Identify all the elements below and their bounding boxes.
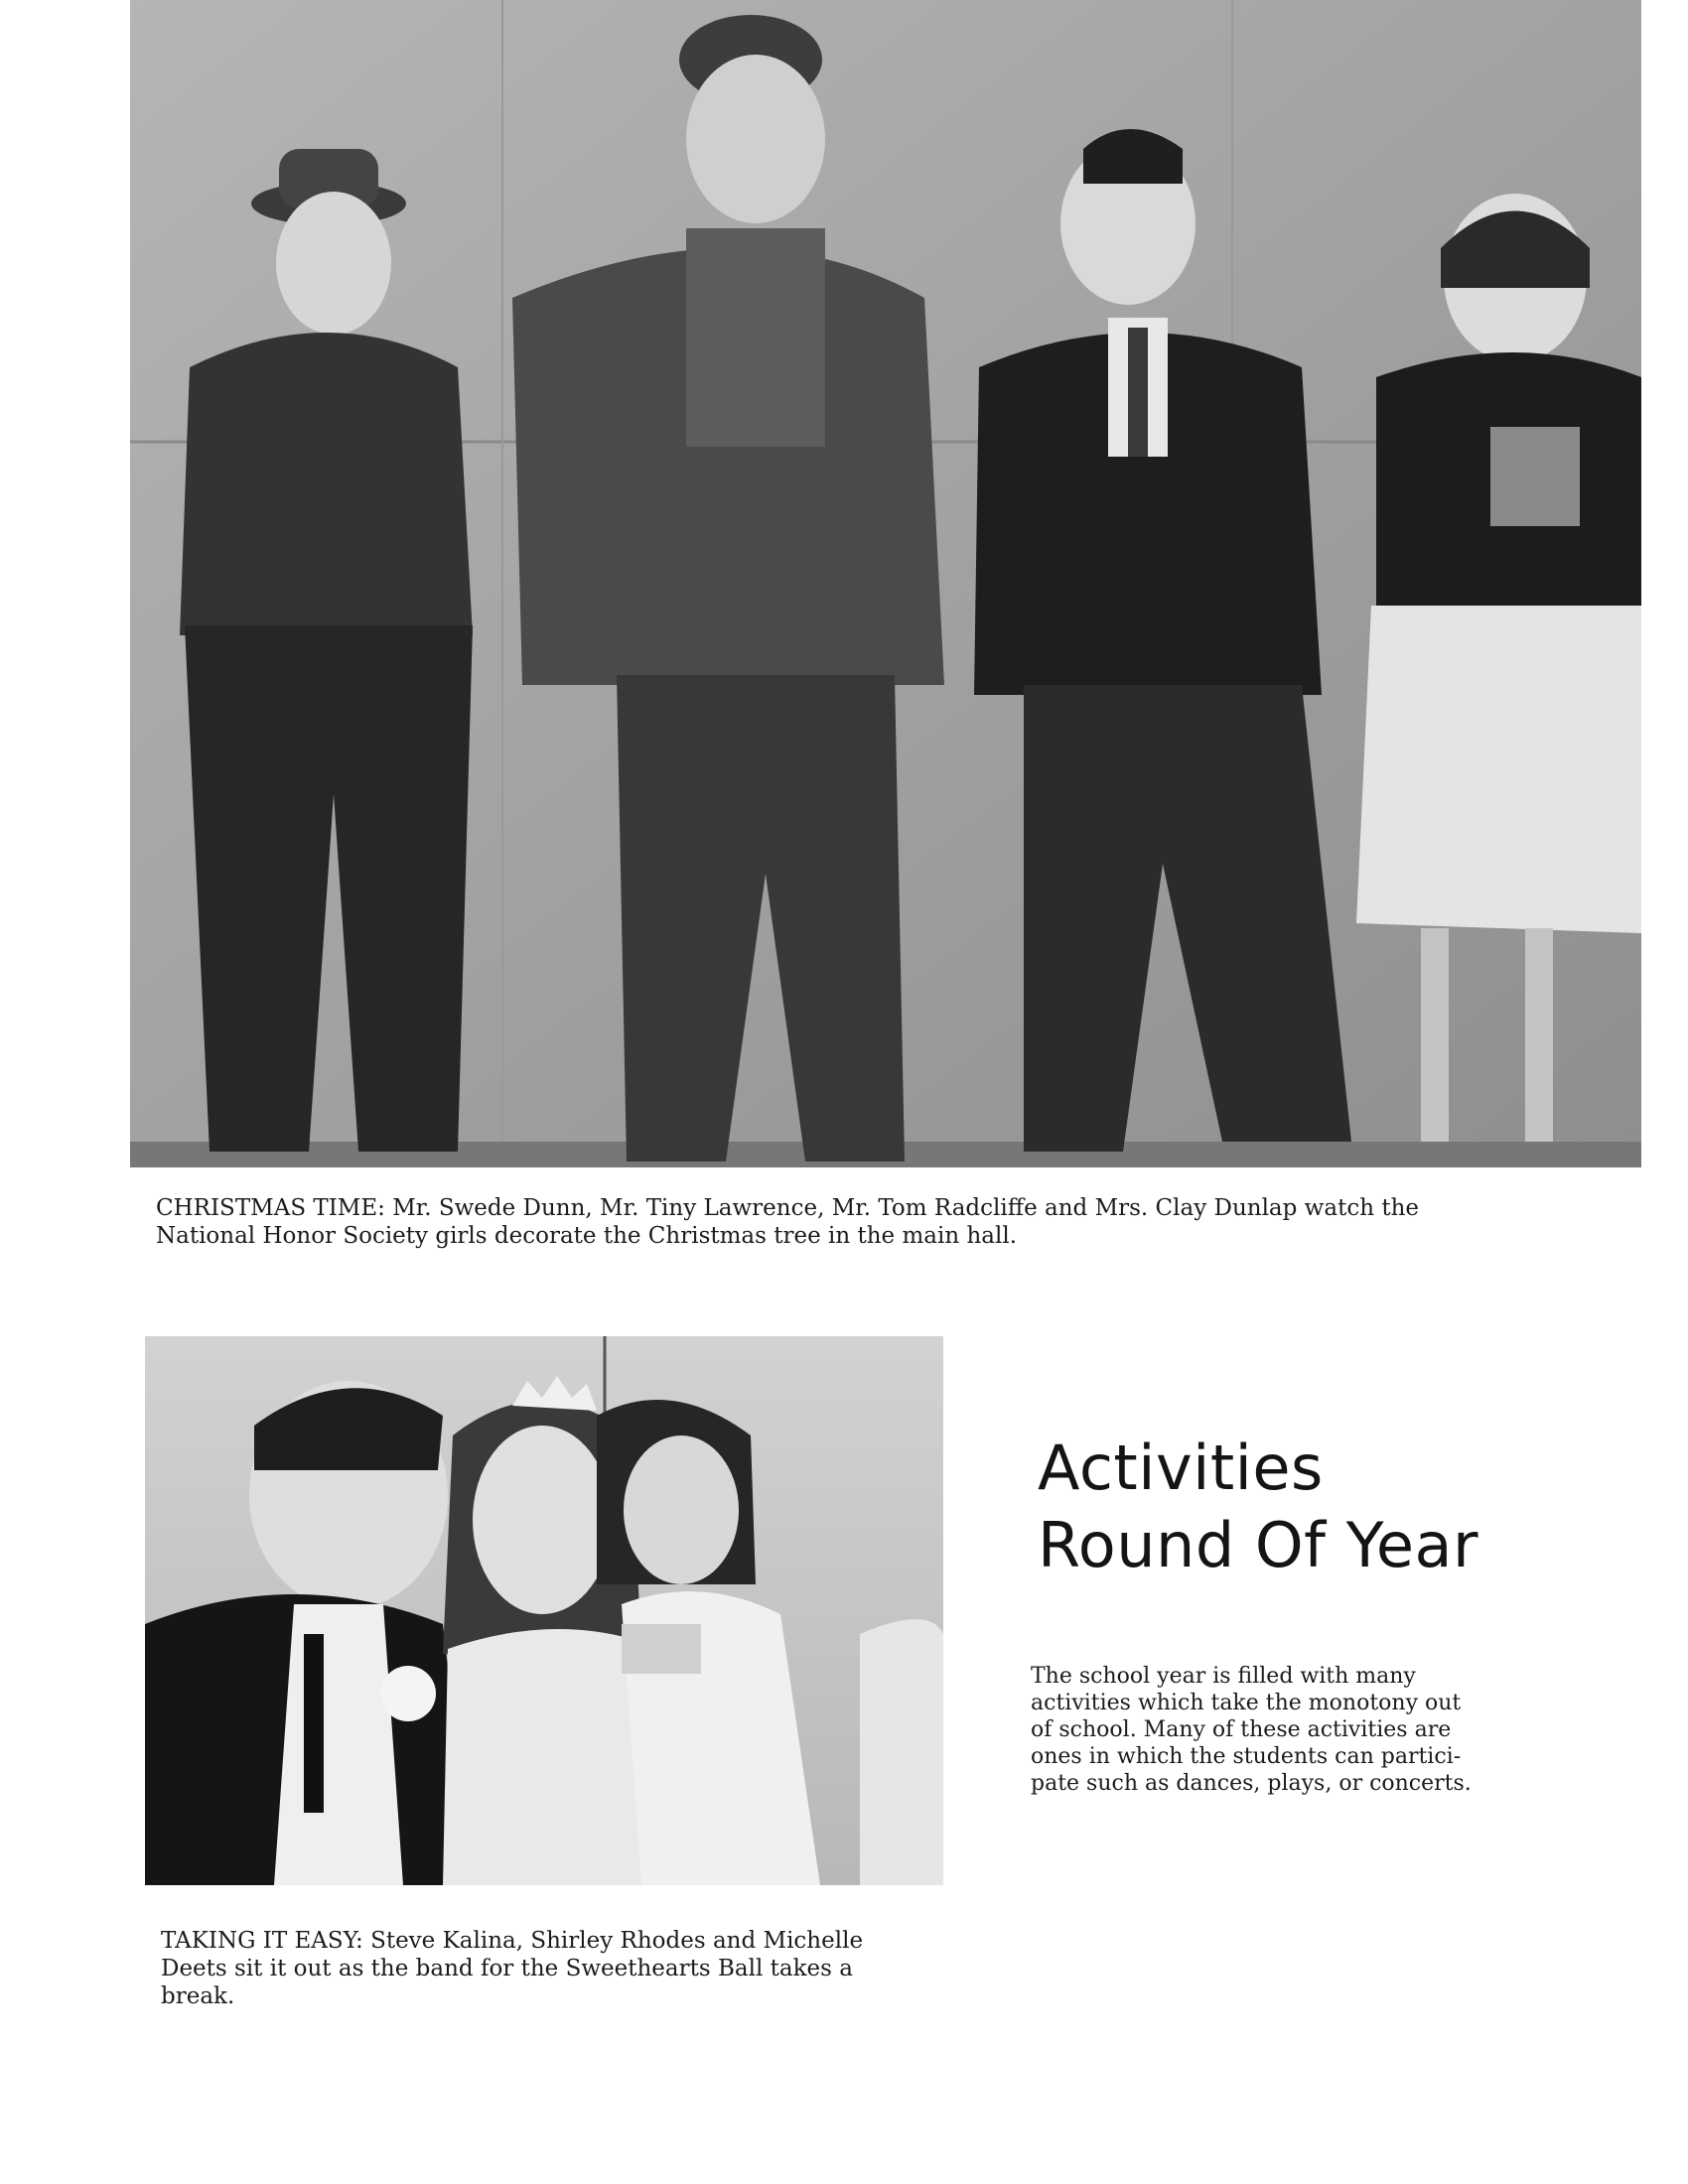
headline-line-2: Round Of Year xyxy=(1038,1509,1478,1581)
body-line-4: ones in which the students can partici- xyxy=(1031,1744,1462,1769)
bottom-photo-caption xyxy=(161,1927,935,2010)
top-photo-image xyxy=(130,0,1641,1167)
top-photo-caption xyxy=(156,1194,1526,1250)
headline-line-1: Activities xyxy=(1038,1432,1324,1504)
body-line-5: pate such as dances, plays, or concerts. xyxy=(1031,1771,1472,1796)
bottom-photo-image xyxy=(145,1336,943,1885)
bottom-photo xyxy=(145,1336,943,1885)
top-caption-line-2: National Honor Society girls decorate the Christmas tree in the main hall. xyxy=(156,1223,1018,1249)
top-caption-line-1: CHRISTMAS TIME: Mr. Swede Dunn, Mr. Tiny Lawrence, Mr. Tom Radcliffe and Mrs. Clay Dunlap watch the xyxy=(156,1195,1419,1221)
bottom-caption-line-2: Deets sit it out as the band for the Sweethearts Ball takes a xyxy=(161,1956,853,1981)
bottom-caption-line-3: break. xyxy=(161,1983,235,2009)
body-line-2: activities which take the monotony out xyxy=(1031,1691,1462,1715)
bottom-caption-line-1: TAKING IT EASY: Steve Kalina, Shirley Rhodes and Michelle xyxy=(161,1928,864,1954)
section-headline xyxy=(1038,1430,1594,1584)
body-paragraph xyxy=(1031,1663,1527,1797)
body-line-3: of school. Many of these activities are xyxy=(1031,1717,1452,1742)
body-line-1: The school year is filled with many xyxy=(1031,1664,1416,1689)
top-photo xyxy=(130,0,1641,1167)
